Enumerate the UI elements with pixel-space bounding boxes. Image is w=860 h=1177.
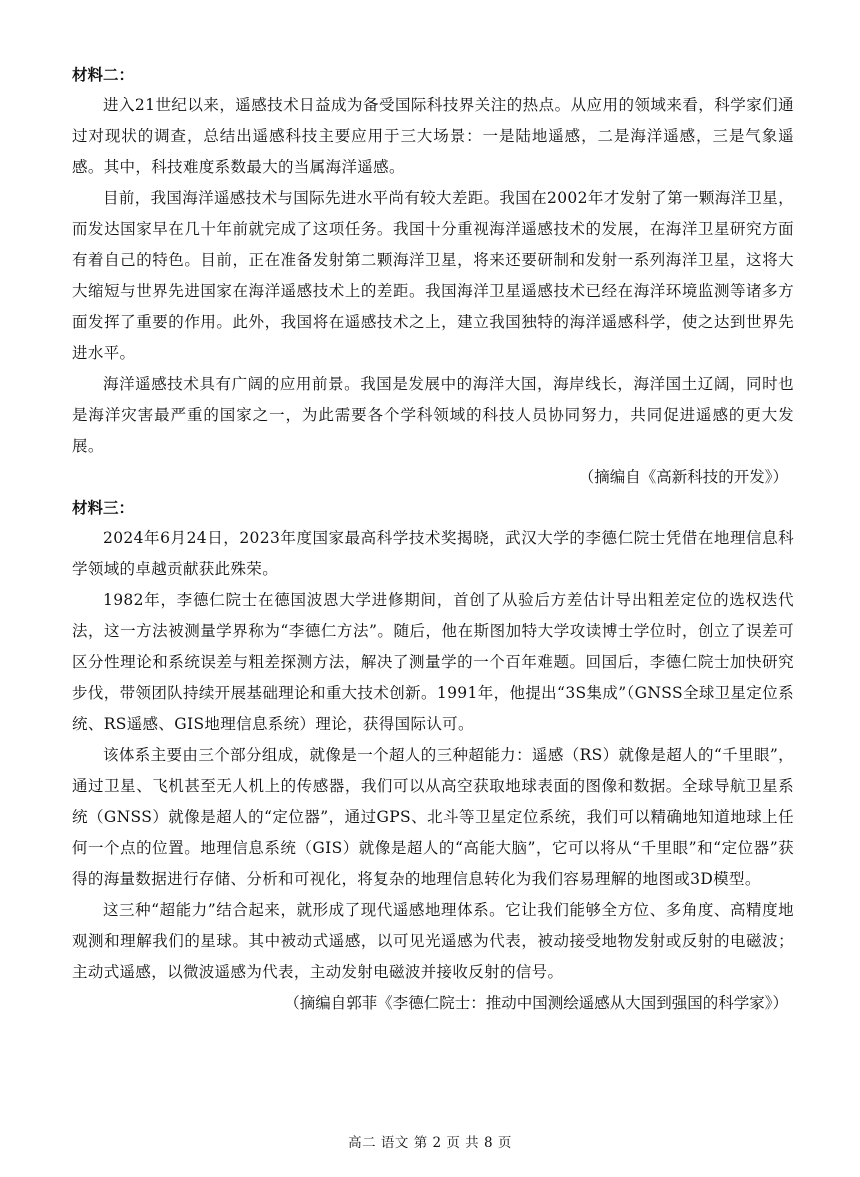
- material-2-paragraph-2: 目前，我国海洋遥感技术与国际先进水平尚有较大差距。我国在2002年才发射了第一颗海洋卫星，而发达国家早在几十年前就完成了这项任务。我国十分重视海洋遥感技术的发展，在海洋卫星研究方面有着自己的特色。目前，正在准备发射第二颗海洋卫星，将来还要研制和发射一系列海洋卫星，这将大大缩短与世界先进国家在海洋遥感技术上的差距。我国海洋卫星遥感技术已经在海洋环境监测等诸多方面发挥了重要的作用。此外，我国将在遥感技术之上，建立我国独特的海洋遥感科学，使之达到世界先进水平。: [72, 189, 794, 362]
- material-3-paragraph-4: 这三种“超能力”结合起来，就形成了现代遥感地理体系。它让我们能够全方位、多角度、高精度地观测和理解我们的星球。其中被动式遥感，以可见光遥感为代表，被动接受地物发射或反射的电磁波；主动式遥感，以微波遥感为代表，主动发射电磁波并接收反射的信号。: [72, 901, 794, 981]
- material-3-section: [72, 493, 794, 1019]
- page-footer: 高二 语文 第 2 页 共 8 页: [348, 1135, 512, 1151]
- material-2-paragraph-1: 进入21世纪以来，遥感技术日益成为备受国际科技界关注的热点。从应用的领域来看，科学家们通过对现状的调查，总结出遥感科技主要应用于三大场景：一是陆地遥感，二是海洋遥感，三是气象遥感。其中，科技难度系数最大的当属海洋遥感。: [72, 96, 794, 176]
- material-2-heading: 材料二：: [72, 66, 135, 84]
- material-3-paragraph-3: 该体系主要由三个部分组成，就像是一个超人的三种超能力：遥感（RS）就像是超人的“千里眼”，通过卫星、飞机甚至无人机上的传感器，我们可以从高空获取地球表面的图像和数据。全球导航卫星系统（GNSS）就像是超人的“定位器”，通过GPS、北斗等卫星定位系统，我们可以精确地知道地球上任何一个点的位置。地理信息系统（GIS）就像是超人的“高能大脑”，它可以将从“千里眼”和“定位器”获得的海量数据进行存储、分析和可视化，将复杂的地理信息转化为我们容易理解的地图或3D模型。: [72, 746, 794, 888]
- material-2-source: （摘编自《高新科技的开发》）: [578, 468, 788, 486]
- material-2-paragraph-3: 海洋遥感技术具有广阔的应用前景。我国是发展中的海洋大国，海岸线长，海洋国土辽阔，同时也是海洋灾害最严重的国家之一，为此需要各个学科领域的科技人员协同努力，共同促进遥感的更大发展。: [72, 375, 794, 455]
- document-body: [72, 60, 794, 1019]
- material-3-heading: 材料三：: [72, 499, 135, 517]
- material-2-section: [72, 60, 794, 493]
- material-3-source: （摘编自郭菲《李德仁院士：推动中国测绘遥感从大国到强国的科学家》）: [284, 994, 788, 1012]
- material-3-paragraph-1: 2024年6月24日，2023年度国家最高科学技术奖揭晓，武汉大学的李德仁院士凭借在地理信息科学领域的卓越贡献获此殊荣。: [72, 529, 794, 578]
- material-3-paragraph-2: 1982年，李德仁院士在德国波恩大学进修期间，首创了从验后方差估计导出粗差定位的选权迭代法，这一方法被测量学界称为“李德仁方法”。随后，他在斯图加特大学攻读博士学位时，创立了误差可区分性理论和系统误差与粗差探测方法，解决了测量学的一个百年难题。回国后，李德仁院士加快研究步伐，带领团队持续开展基础理论和重大技术创新。1991年，他提出“3S集成”（GNSS全球卫星定位系统、RS遥感、GIS地理信息系统）理论，获得国际认可。: [72, 591, 794, 733]
